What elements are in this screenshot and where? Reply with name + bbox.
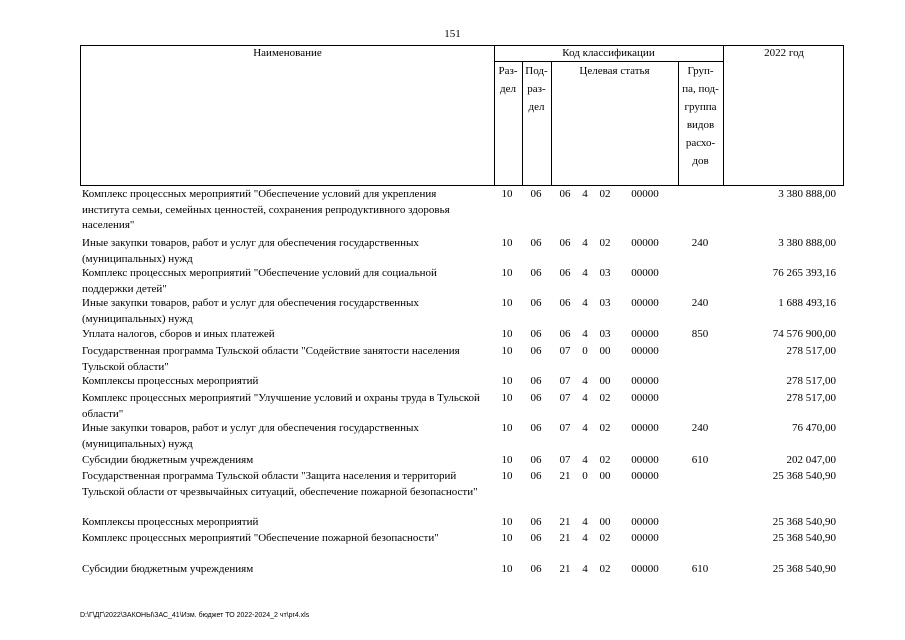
expense-group-cell: 240 xyxy=(691,237,709,249)
target-article-part-1: 21 xyxy=(559,532,571,544)
target-article-part-3: 00 xyxy=(599,375,611,387)
target-article-part-4: 00000 xyxy=(631,454,659,466)
target-article-part-4: 00000 xyxy=(631,188,659,200)
table-header xyxy=(80,45,844,186)
podrazdel-cell: 06 xyxy=(530,267,542,279)
target-article-part-1: 07 xyxy=(559,454,571,466)
target-article-part-4: 00000 xyxy=(631,345,659,357)
amount-cell: 74 576 900,00 xyxy=(772,328,836,340)
amount-cell: 25 368 540,90 xyxy=(772,516,836,528)
podrazdel-cell: 06 xyxy=(530,328,542,340)
target-article-part-4: 00000 xyxy=(631,470,659,482)
row-name: Комплекс процессных мероприятий "Обеспечение пожарной безопасности" xyxy=(82,532,439,544)
target-article-part-1: 06 xyxy=(559,267,571,279)
razdel-cell: 10 xyxy=(501,454,513,466)
target-article-part-1: 07 xyxy=(559,375,571,387)
expense-group-cell: 240 xyxy=(691,422,709,434)
amount-cell: 278 517,00 xyxy=(786,375,836,387)
podrazdel-cell: 06 xyxy=(530,422,542,434)
target-article-part-4: 00000 xyxy=(631,375,659,387)
target-article-part-4: 00000 xyxy=(631,392,659,404)
target-article-part-2: 4 xyxy=(582,532,588,544)
amount-cell: 25 368 540,90 xyxy=(772,532,836,544)
target-article-part-2: 4 xyxy=(582,454,588,466)
row-name: Комплекс процессных мероприятий "Улучшение условий и охраны труда в Тульской области" xyxy=(82,392,480,420)
razdel-cell: 10 xyxy=(501,516,513,528)
amount-cell: 1 688 493,16 xyxy=(778,297,836,309)
target-article-part-1: 06 xyxy=(559,328,571,340)
podrazdel-cell: 06 xyxy=(530,375,542,387)
target-article-part-3: 02 xyxy=(599,454,611,466)
target-article-part-1: 21 xyxy=(559,470,571,482)
amount-cell: 25 368 540,90 xyxy=(772,563,836,575)
target-article-part-3: 02 xyxy=(599,392,611,404)
target-article-part-1: 21 xyxy=(559,563,571,575)
podrazdel-cell: 06 xyxy=(530,516,542,528)
header-podrazdel: Под- раз- дел xyxy=(525,65,548,113)
row-name: Государственная программа Тульской области "Содействие занятости населения Тульской области" xyxy=(82,345,460,373)
target-article-part-2: 4 xyxy=(582,563,588,575)
podrazdel-cell: 06 xyxy=(530,532,542,544)
target-article-part-3: 02 xyxy=(599,237,611,249)
amount-cell: 3 380 888,00 xyxy=(778,237,836,249)
target-article-part-3: 03 xyxy=(599,328,611,340)
amount-cell: 76 470,00 xyxy=(792,422,836,434)
target-article-part-3: 02 xyxy=(599,188,611,200)
razdel-cell: 10 xyxy=(501,563,513,575)
razdel-cell: 10 xyxy=(501,237,513,249)
target-article-part-2: 4 xyxy=(582,267,588,279)
divider xyxy=(551,62,552,185)
target-article-part-1: 07 xyxy=(559,422,571,434)
podrazdel-cell: 06 xyxy=(530,392,542,404)
razdel-cell: 10 xyxy=(501,470,513,482)
target-article-part-3: 00 xyxy=(599,470,611,482)
amount-cell: 202 047,00 xyxy=(786,454,836,466)
target-article-part-4: 00000 xyxy=(631,516,659,528)
podrazdel-cell: 06 xyxy=(530,297,542,309)
target-article-part-3: 00 xyxy=(599,345,611,357)
expense-group-cell: 850 xyxy=(691,328,709,340)
target-article-part-3: 03 xyxy=(599,297,611,309)
row-name: Государственная программа Тульской области "Защита населения и территорий Тульской области от чрезвычайных ситуаций, обеспечение пожарной безопасности" xyxy=(82,470,478,498)
target-article-part-3: 03 xyxy=(599,267,611,279)
podrazdel-cell: 06 xyxy=(530,454,542,466)
row-name: Иные закупки товаров, работ и услуг для обеспечения государственных (муниципальных) нужд xyxy=(82,422,419,450)
podrazdel-cell: 06 xyxy=(530,563,542,575)
razdel-cell: 10 xyxy=(501,328,513,340)
razdel-cell: 10 xyxy=(501,375,513,387)
target-article-part-2: 4 xyxy=(582,237,588,249)
amount-cell: 3 380 888,00 xyxy=(778,188,836,200)
target-article-part-2: 0 xyxy=(582,470,588,482)
target-article-part-4: 00000 xyxy=(631,328,659,340)
target-article-part-4: 00000 xyxy=(631,237,659,249)
header-razdel: Раз- дел xyxy=(498,65,518,95)
divider xyxy=(723,46,724,185)
target-article-part-1: 07 xyxy=(559,392,571,404)
target-article-part-4: 00000 xyxy=(631,563,659,575)
razdel-cell: 10 xyxy=(501,267,513,279)
target-article-part-2: 4 xyxy=(582,328,588,340)
podrazdel-cell: 06 xyxy=(530,188,542,200)
target-article-part-3: 02 xyxy=(599,422,611,434)
target-article-part-3: 00 xyxy=(599,516,611,528)
podrazdel-cell: 06 xyxy=(530,345,542,357)
target-article-part-4: 00000 xyxy=(631,422,659,434)
target-article-part-3: 02 xyxy=(599,563,611,575)
expense-group-cell: 610 xyxy=(691,454,709,466)
header-group: Груп- па, под- группа видов расхо- дов xyxy=(682,65,719,167)
header-target-article: Целевая статья xyxy=(579,65,650,77)
target-article-part-1: 07 xyxy=(559,345,571,357)
row-name: Комплексы процессных мероприятий xyxy=(82,375,259,387)
target-article-part-4: 00000 xyxy=(631,267,659,279)
header-code: Код классификации xyxy=(562,47,655,59)
razdel-cell: 10 xyxy=(501,188,513,200)
amount-cell: 25 368 540,90 xyxy=(772,470,836,482)
file-path-footer: D:\Г\ДГ\2022\ЗАКОНЫ\ЗАС_41\Изм. бюджет ТО 2022-2024_2 чт\pr4.xls xyxy=(80,612,310,619)
expense-group-cell: 240 xyxy=(691,297,709,309)
header-name: Наименование xyxy=(253,47,322,59)
razdel-cell: 10 xyxy=(501,392,513,404)
target-article-part-1: 06 xyxy=(559,297,571,309)
row-name: Комплекс процессных мероприятий "Обеспечение условий для укрепления института семьи, семейных ценностей, сохранения репродуктивного здоровья населения" xyxy=(82,188,450,231)
target-article-part-2: 4 xyxy=(582,392,588,404)
razdel-cell: 10 xyxy=(501,532,513,544)
row-name: Комплекс процессных мероприятий "Обеспечение условий для социальной поддержки детей" xyxy=(82,267,437,295)
podrazdel-cell: 06 xyxy=(530,237,542,249)
expense-group-cell: 610 xyxy=(691,563,709,575)
header-year: 2022 год xyxy=(764,47,804,59)
amount-cell: 278 517,00 xyxy=(786,392,836,404)
row-name: Уплата налогов, сборов и иных платежей xyxy=(82,328,275,340)
amount-cell: 76 265 393,16 xyxy=(772,267,836,279)
target-article-part-1: 21 xyxy=(559,516,571,528)
target-article-part-1: 06 xyxy=(559,188,571,200)
target-article-part-2: 4 xyxy=(582,516,588,528)
target-article-part-2: 4 xyxy=(582,375,588,387)
row-name: Субсидии бюджетным учреждениям xyxy=(82,454,254,466)
target-article-part-4: 00000 xyxy=(631,532,659,544)
target-article-part-2: 0 xyxy=(582,345,588,357)
target-article-part-3: 02 xyxy=(599,532,611,544)
target-article-part-4: 00000 xyxy=(631,297,659,309)
target-article-part-2: 4 xyxy=(582,422,588,434)
target-article-part-2: 4 xyxy=(582,297,588,309)
page-number: 151 xyxy=(444,28,461,40)
target-article-part-1: 06 xyxy=(559,237,571,249)
razdel-cell: 10 xyxy=(501,297,513,309)
razdel-cell: 10 xyxy=(501,345,513,357)
row-name: Иные закупки товаров, работ и услуг для обеспечения государственных (муниципальных) нужд xyxy=(82,297,419,325)
razdel-cell: 10 xyxy=(501,422,513,434)
target-article-part-2: 4 xyxy=(582,188,588,200)
row-name: Субсидии бюджетным учреждениям xyxy=(82,563,254,575)
amount-cell: 278 517,00 xyxy=(786,345,836,357)
podrazdel-cell: 06 xyxy=(530,470,542,482)
row-name: Иные закупки товаров, работ и услуг для обеспечения государственных (муниципальных) нужд xyxy=(82,237,419,265)
row-name: Комплексы процессных мероприятий xyxy=(82,516,259,528)
